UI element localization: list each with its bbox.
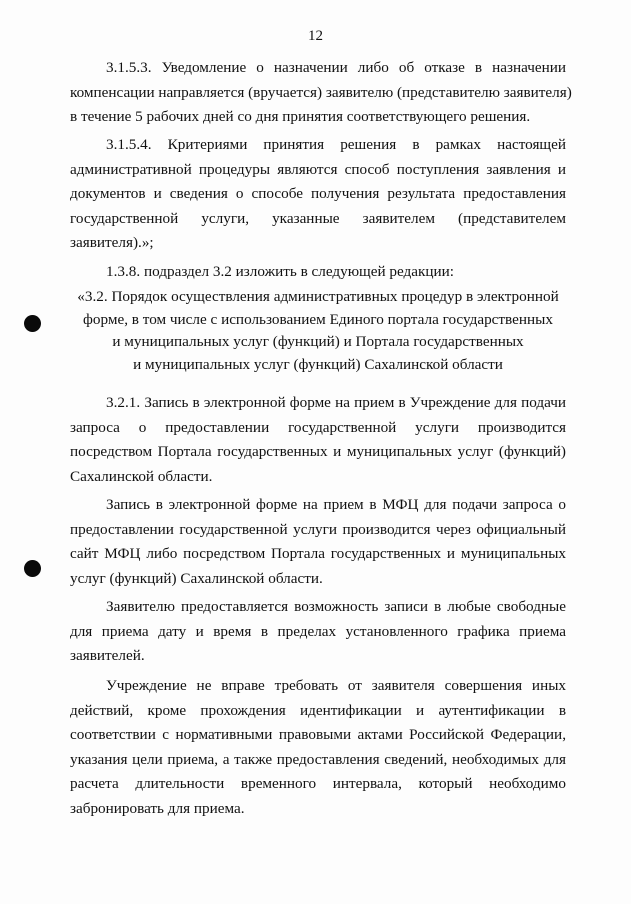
paragraph-mfc-appointment <box>70 493 566 591</box>
text-line: забронировать для приема. <box>70 799 245 817</box>
page-number: 12 <box>308 28 323 44</box>
text-line: в течение 5 рабочих дней со дня принятия соответствующего решения. <box>70 108 531 126</box>
text-line: Сахалинской области. <box>70 467 213 485</box>
text-line: расчета длительности временного интервала, который необходимо <box>70 775 566 793</box>
text-line: Учреждение не вправе требовать от заявителя совершения иных <box>106 677 566 694</box>
paragraph-1-3-8 <box>70 260 566 285</box>
paragraph-3-1-5-4 <box>70 133 566 256</box>
text-line: 3.2.1. Запись в электронной форме на прием в Учреждение для подачи <box>106 394 566 411</box>
paragraph-institution-restrictions <box>70 674 566 822</box>
text-line: компенсации направляется (вручается) заявителю (представителю заявителя) <box>70 83 572 101</box>
paragraph-free-slots <box>70 595 566 669</box>
text-line: заявителей. <box>70 647 145 665</box>
text-line: 3.1.5.4. Критериями принятия решения в рамках настоящей <box>106 136 566 153</box>
text-line: запроса о предоставлении государственной услуги производится <box>70 418 566 436</box>
text-line: административной процедуры являются способ поступления заявления и <box>70 160 566 178</box>
text-line: соответствии с нормативными правовыми актами Российской Федерации, <box>70 726 566 744</box>
punch-hole-mark <box>24 560 41 577</box>
text-line: действий, кроме прохождения идентификации и аутентификации в <box>70 701 566 719</box>
text-line: для приема дату и время в пределах установленного графика приема <box>70 622 566 640</box>
heading-line: «3.2. Порядок осуществления административных процедур в электронной <box>77 288 559 305</box>
section-heading-3-2 <box>70 286 566 376</box>
heading-line: форме, в том числе с использованием Единого портала государственных <box>83 310 553 328</box>
text-line: посредством Портала государственных и муниципальных услуг (функций) <box>70 443 566 461</box>
heading-line: и муниципальных услуг (функций) и Портала государственных <box>112 333 524 350</box>
text-line: предоставлении государственной услуги производится через официальный <box>70 520 566 538</box>
text-line: Заявителю предоставляется возможность записи в любые свободные <box>106 598 566 615</box>
text-line: Запись в электронной форме на прием в МФЦ для подачи запроса о <box>106 496 566 513</box>
text-line: 3.1.5.3. Уведомление о назначении либо об отказе в назначении <box>106 59 566 76</box>
heading-line: и муниципальных услуг (функций) Сахалинской области <box>133 355 503 373</box>
paragraph-3-1-5-3 <box>70 56 572 130</box>
text-line: 1.3.8. подраздел 3.2 изложить в следующей редакции: <box>106 263 455 280</box>
punch-hole-mark <box>24 315 41 332</box>
text-line: указания цели приема, а также предоставления сведений, необходимых для <box>70 750 566 768</box>
text-line: сайт МФЦ либо посредством Портала государственных и муниципальных <box>70 545 566 563</box>
paragraph-3-2-1 <box>70 391 566 489</box>
text-line: документов и сведения о способе получения результата предоставления <box>70 185 566 203</box>
text-line: заявителя).»; <box>70 234 154 252</box>
text-line: государственной услуги, указанные заявителем (представителем <box>70 209 566 227</box>
text-line: услуг (функций) Сахалинской области. <box>70 569 323 587</box>
